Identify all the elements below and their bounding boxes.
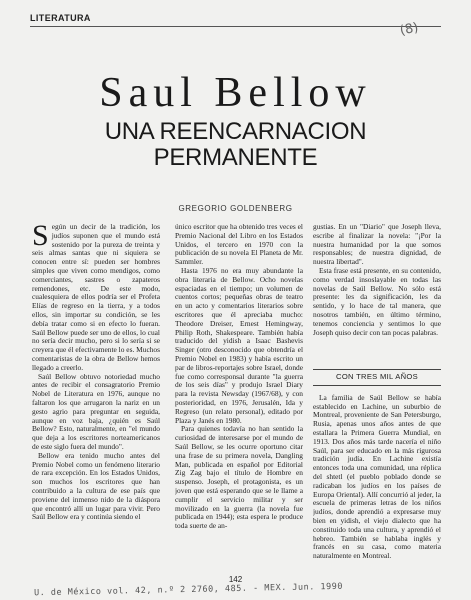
paragraph: La familia de Saúl Bellow se había establecido en Lachine, un suburbio de Montreal, proveniente de San Petersburgo, Rusia, apenas unos años antes de que estallara la Primera Guerra Mundial, en 1913. Dos años más tarde nacería el niño Saúl, para ser educado en la más rigurosa tradición judía. En Lachine existía entonces toda una comunidad, una réplica del shtetl (el pueblo poblado donde se radicaban los judíos en los países de Europa Oriental). Allí concurrió al jeder, la escuela de primeras letras de los niños judíos, donde aprendió a expresarse muy bien en yidish, el viejo dialecto que ha constituido toda una cultura, y aprendió el hebreo. También se hablaba inglés y francés en su casa, como materia naturalmente en Montreal. — [313, 393, 441, 561]
text-column-3 — [313, 223, 441, 575]
section-heading: CON TRES MIL AÑOS — [313, 369, 441, 386]
article-subtitle-line2: PERMANENTE — [153, 144, 318, 171]
article-title: Saul Bellow — [99, 70, 372, 116]
header-rule — [30, 26, 441, 27]
corner-note: (8) — [398, 20, 420, 39]
article-subtitle-line1: UNA REENCARNACION — [104, 118, 367, 145]
paragraph: Bellow era tenido mucho antes del Premio Nobel como un fenómeno literario de rara excepción. En los Estados Unidos, son muchos los escritores que han contribuido a la cultura de ese país que proviene del inmenso nido de la diáspora que encontró allí un lugar para vivir. Pero Saúl Bellow era y continúa siendo el — [32, 450, 160, 522]
column-3-bottom — [313, 394, 441, 575]
paragraph: Para quienes todavía no han sentido la curiosidad de interesarse por el mundo de Saúl Bellow, se les ocurre oportuno citar una frase de su primera novela, Dangling Man, publicada en español por Editorial Zig Zag bajo el título de Hombre en suspenso. Joseph, el protagonista, es un joven que está esperando que se le llame a cumplir el servicio militar y ser movilizado en la guerra (la novela fue publicada en 1944); esta espera le produce toda suerte de an- — [175, 424, 303, 531]
paragraph: Hasta 1976 no era muy abundante la obra literaria de Bellow. Ocho novelas espaciadas en el tiempo; un volumen de cuentos cortos; pequeñas obras de teatro en un acto y comentarios literarios sobre escritores que él apreciaba mucho: Theodore Dreiser, Ernest Hemingway, Philip Roth, Shakespeare. También había traducido del yidish a Isaac Bashevis Singer (otro desconocido que obtendría el Premio Nobel en 1983) y había escrito un par de libros-reportajes sobre Israel, donde fue como corresponsal durante "la guerra de los seis días" y produjo Israel Diary para la revista Newsday (1967/68), y con posterioridad, en 1976, Jerusalén, Ida y Regreso (un relato personal), editado por Plaza y Janés en 1980. — [175, 265, 303, 425]
paragraph: Saúl Bellow obtuvo notoriedad mucho antes de recibir el consagratorio Premio Nobel de Literatura en 1976, aunque no faltaron los que arrugaron la nariz en un gesto agrio para preguntar en seguida, aunque en voz baja, ¿quién es Saúl Bellow? Esto, naturalmente, en "el mundo que deja a los escritores norteamericanos de este siglo fuera del mundo". — [32, 371, 160, 451]
author-byline: GREGORIO GOLDENBERG — [178, 204, 293, 213]
page-number: 142 — [228, 575, 243, 584]
text-column-2 — [175, 223, 303, 575]
paragraph: único escritor que ha obtenido tres veces el Premio Nacional del Libro en los Estados Unidos, el tercero en 1970 con la publicación de su novela El Planeta de Mr. Sammler. — [175, 223, 303, 267]
paragraph-text: egún un decir de la tradición, los judíos suponen que el mundo está sostenido por la pureza de treinta y seis almas santas que ni siquiera se conocen entre sí: pueden ser hombres simples que viven como mendigos, como comerciantes, sastres o zapateros remendones, etc. De este modo, cualesquiera de ellos podría ser el Profeta Elías de regreso en la tierra, y a todos ellos, sin importar su condición, se les debía tratar como si en efecto lo fueran. Saúl Bellow puede ser uno de ellos, lo cual no sería decir mucho, pero si lo sería si se creyera que él efectivamente lo es. Muchos comentaristas de la obra de Bellow hemos llegado a creerlo. — [32, 223, 160, 372]
drop-cap: S — [32, 223, 49, 252]
handwritten-note: U. de México vol. 42, n.º 2 2760, 485. - MEX. Jun. 1990 — [33, 581, 344, 599]
paragraph: gustias. En un "Diario" que Joseph lleva, escribe al finalizar la novela: "¡Por la nuestra humanidad por la que somos responsables; de nuestra dignidad, de nuestra libertad". — [313, 223, 441, 267]
paragraph — [32, 223, 160, 373]
text-column-1 — [32, 223, 160, 575]
column-3-top — [313, 223, 441, 361]
section-label: LITERATURA — [30, 13, 91, 23]
paragraph: Esta frase está presente, en su contenido, como verdad insoslayable en todas las novelas de Saúl Bellow. No sólo está presente: les da significación, les da sentido, y lo hace de tal manera, que nosotros también, en último término, tenemos conciencia y sentimos lo que Joseph quiso decir con tan pocas palabras. — [313, 265, 441, 337]
